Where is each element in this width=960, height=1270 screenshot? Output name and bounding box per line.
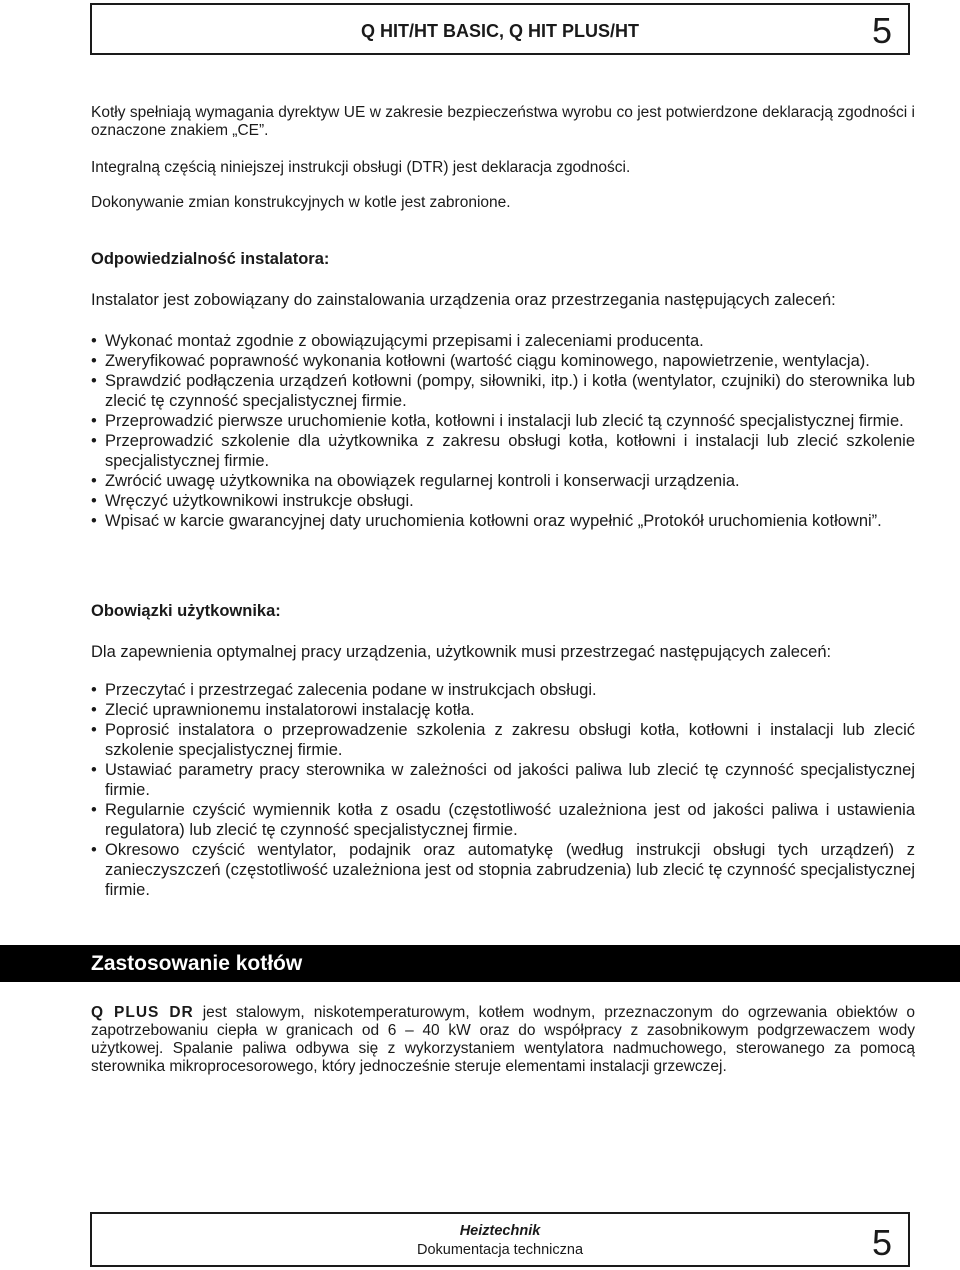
modification-ban-paragraph: Dokonywanie zmian konstrukcyjnych w kotle jest zabronione.	[91, 194, 511, 211]
user-section	[91, 601, 915, 900]
user-list	[91, 680, 915, 900]
list-item: • Przeprowadzić szkolenie dla użytkownika z zakresu obsługi kotła, kotłowni i instalacji lub zlecić szkolenie specjalistycznej firmie.	[91, 431, 915, 471]
list-item: • Wykonać montaż zgodnie z obowiązującymi przepisami i zaleceniami producenta.	[91, 331, 915, 351]
declaration-paragraph: Integralną częścią niniejszej instrukcji obsługi (DTR) jest deklaracja zgodności.	[91, 159, 631, 176]
application-text: jest stalowym, niskotemperaturowym, kotłem wodnym, przeznaczonym do ogrzewania obiektów o zapotrzebowaniu ciepła w granicach od 6 – 40 kW oraz do współpracy z zasobnikowym podgrzewaczem wody użytkowej. Spalanie paliwa odbywa się z wykorzystaniem wentylatora nadmuchowego, sterowanego za pomocą sterownika mikroprocesorowego, który jednocześnie steruje elementami instalacji grzewczej.	[91, 1004, 915, 1075]
application-paragraph	[91, 1004, 915, 1076]
ce-conformity-paragraph: Kotły spełniają wymagania dyrektyw UE w zakresie bezpieczeństwa wyrobu co jest potwierdzone deklaracją zgodności i oznaczone znakiem „CE”.	[91, 104, 915, 139]
list-item: • Ustawiać parametry pracy sterownika w zależności od jakości paliwa lub zlecić tę czynność specjalistycznej firmie.	[91, 760, 915, 800]
user-heading: Obowiązki użytkownika:	[91, 602, 281, 620]
list-item: • Wręczyć użytkownikowi instrukcje obsługi.	[91, 491, 915, 511]
list-item: • Zlecić uprawnionemu instalatorowi instalację kotła.	[91, 700, 915, 720]
installer-list	[91, 331, 915, 531]
application-section	[91, 1004, 915, 1076]
intro-section	[91, 104, 915, 212]
section-banner	[0, 945, 960, 982]
installer-section	[91, 249, 915, 531]
footer-page-number: 5	[871, 1222, 892, 1263]
list-item: • Okresowo czyścić wentylator, podajnik oraz automatykę (według instrukcji obsługi tych urządzeń) z zanieczyszczeń (częstotliwość uzależniona jest od stopnia zabrudzenia) lub zlecić tę czynność specjalistycznej firmie.	[91, 840, 915, 900]
list-item: • Zwrócić uwagę użytkownika na obowiązek regularnej kontroli i konserwacji urządzenia.	[91, 471, 915, 491]
footer-subtitle: Dokumentacja techniczna	[416, 1242, 584, 1258]
section-title: Zastosowanie kotłów	[91, 952, 303, 975]
document-title: Q HIT/HT BASIC, Q HIT PLUS/HT	[361, 21, 639, 41]
list-item: • Sprawdzić podłączenia urządzeń kotłowni (pompy, siłowniki, itp.) i kotła (wentylator, czujniki) do sterownika lub zlecić tę czynność specjalistycznej firmie.	[91, 371, 915, 411]
installer-lead: Instalator jest zobowiązany do zainstalowania urządzenia oraz przestrzegania następujących zaleceń:	[91, 291, 836, 309]
list-item: • Zweryfikować poprawność wykonania kotłowni (wartość ciągu kominowego, napowietrzenie, wentylacja).	[91, 351, 915, 371]
product-name: Q PLUS DR	[91, 1004, 194, 1021]
user-lead: Dla zapewnienia optymalnej pracy urządzenia, użytkownik musi przestrzegać następujących zaleceń:	[91, 643, 832, 661]
installer-heading: Odpowiedzialność instalatora:	[91, 250, 330, 268]
list-item: • Poprosić instalatora o przeprowadzenie szkolenia z zakresu obsługi kotła, kotłowni i instalacji lub zlecić szkolenie specjalistycznej firmie.	[91, 720, 915, 760]
page-number: 5	[871, 10, 892, 51]
list-item: • Regularnie czyścić wymiennik kotła z osadu (częstotliwość uzależniona jest od jakości paliwa i ustawienia regulatora) lub zlecić tę czynność specjalistycznej firmie.	[91, 800, 915, 840]
list-item: • Wpisać w karcie gwarancyjnej daty uruchomienia kotłowni oraz wypełnić „Protokół uruchomienia kotłowni”.	[91, 511, 915, 531]
list-item: • Przeprowadzić pierwsze uruchomienie kotła, kotłowni i instalacji lub zlecić tą czynność specjalistycznej firmie.	[91, 411, 915, 431]
list-item: • Przeczytać i przestrzegać zalecenia podane w instrukcjach obsługi.	[91, 680, 915, 700]
brand-name: Heiztechnik	[459, 1223, 541, 1239]
page-footer	[90, 1212, 910, 1267]
page-header	[90, 3, 910, 55]
